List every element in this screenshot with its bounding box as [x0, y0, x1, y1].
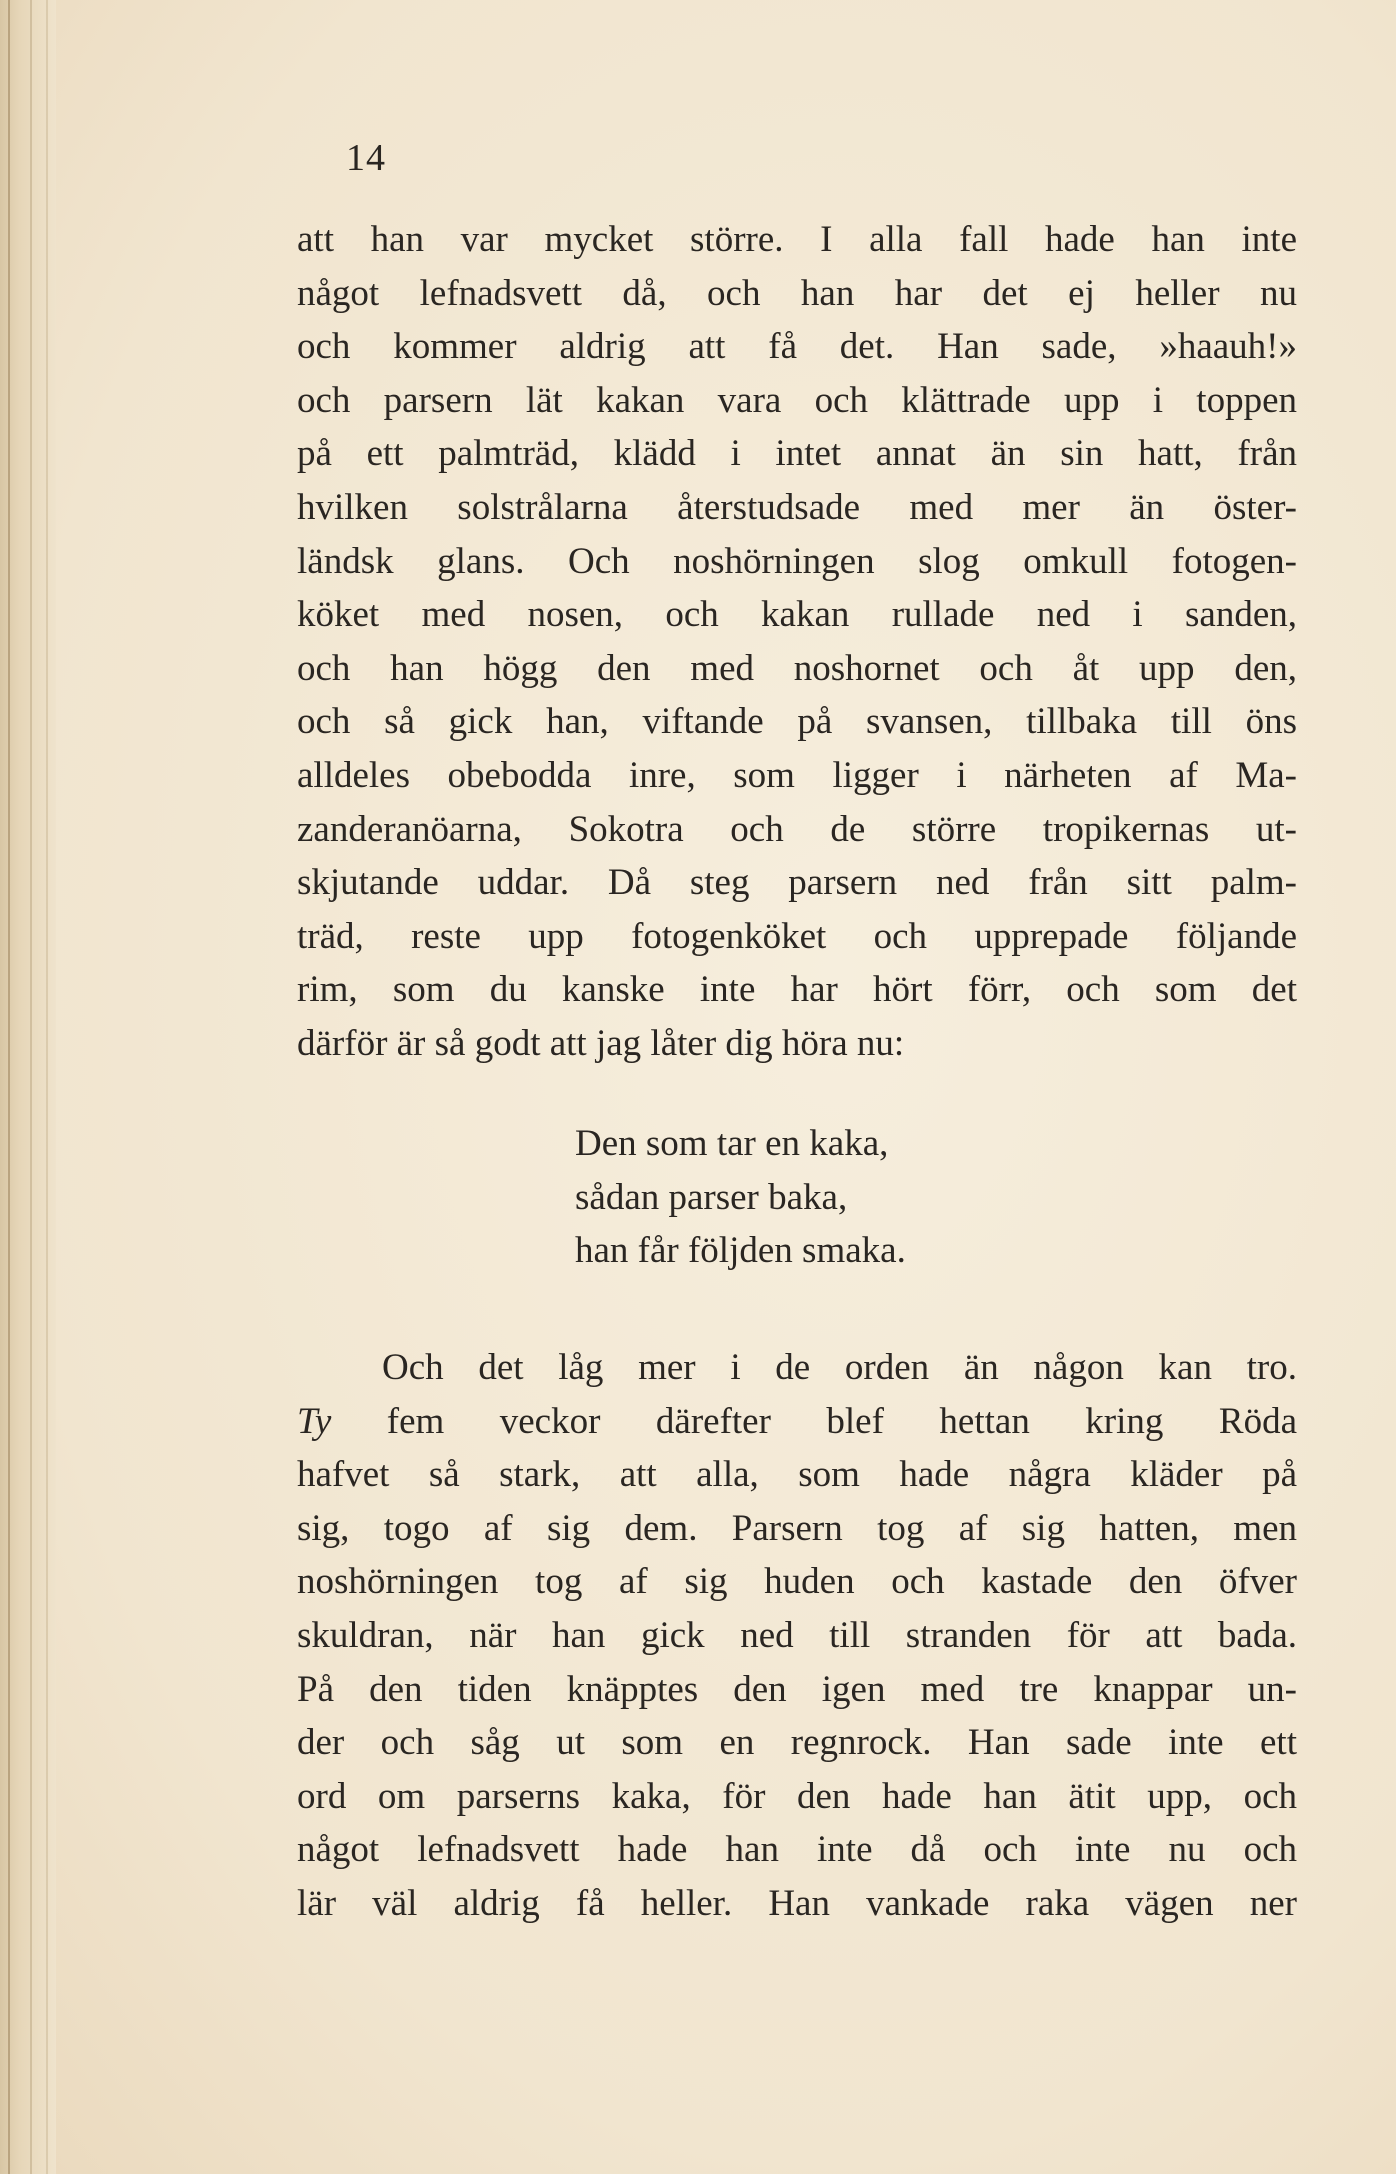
verse — [575, 1117, 906, 1278]
text-line: På den tiden knäpptes den igen med tre knappar un- — [297, 1668, 1297, 1710]
italic-word: Ty — [297, 1400, 332, 1442]
binding-line — [30, 0, 32, 2174]
text-line: rim, som du kanske inte har hört förr, och som det — [297, 969, 1297, 1011]
text-line: något lefnadsvett hade han inte då och inte nu och — [297, 1829, 1297, 1871]
text-line: der och såg ut som en regnrock. Han sade inte ett — [297, 1722, 1297, 1764]
text-line: ord om parserns kaka, för den hade han ätit upp, och — [297, 1775, 1297, 1817]
text-line: skuldran, när han gick ned till stranden för att bada. — [297, 1614, 1297, 1656]
text-line-rest: fem veckor därefter blef hettan kring Röda — [331, 1400, 1297, 1442]
binding-line — [46, 0, 48, 2174]
text-line: något lefnadsvett då, och han har det ej heller nu — [297, 272, 1297, 314]
text-line: hvilken solstrålarna återstudsade med mer än öster- — [297, 486, 1297, 528]
page-number: 14 — [346, 137, 386, 179]
text-line: hafvet så stark, att alla, som hade några kläder på — [297, 1454, 1297, 1496]
paragraph-1 — [297, 213, 1297, 1071]
text-line: på ett palmträd, klädd i intet annat än sin hatt, från — [297, 433, 1297, 475]
text-line: Och det låg mer i de orden än någon kan tro. — [382, 1347, 1297, 1388]
paragraph-2 — [297, 1341, 1297, 1931]
text-line: träd, reste upp fotogenköket och upprepade följande — [297, 915, 1297, 957]
text-line: köket med nosen, och kakan rullade ned i sanden, — [297, 594, 1297, 636]
text-line: och parsern lät kakan vara och klättrade upp i toppen — [297, 379, 1297, 421]
text-line: alldeles obebodda inre, som ligger i närheten af Ma- — [297, 754, 1297, 796]
text-line: lär väl aldrig få heller. Han vankade raka vägen ner — [297, 1882, 1297, 1924]
text-line — [297, 1395, 1297, 1449]
text-line: att han var mycket större. I alla fall hade han inte — [297, 219, 1297, 260]
verse-line: han får följden smaka. — [575, 1230, 906, 1272]
text-line: skjutande uddar. Då steg parsern ned från sitt palm- — [297, 862, 1297, 904]
text-line: noshörningen tog af sig huden och kastade den öfver — [297, 1561, 1297, 1603]
binding-line — [8, 0, 10, 2174]
verse-line: sådan parser baka, — [575, 1176, 848, 1218]
text-line: och så gick han, viftande på svansen, tillbaka till öns — [297, 701, 1297, 743]
text-line: och kommer aldrig att få det. Han sade, »haauh!» — [297, 326, 1297, 368]
text-line: därför är så godt att jag låter dig höra nu: — [297, 1022, 905, 1064]
text-line: och han högg den med noshornet och åt upp den, — [297, 647, 1297, 689]
text-line: sig, togo af sig dem. Parsern tog af sig hatten, men — [297, 1507, 1297, 1549]
text-line: zanderanöarna, Sokotra och de större tropikernas ut- — [297, 808, 1297, 850]
text-line: ländsk glans. Och noshörningen slog omkull fotogen- — [297, 540, 1297, 582]
verse-line: Den som tar en kaka, — [575, 1123, 889, 1164]
